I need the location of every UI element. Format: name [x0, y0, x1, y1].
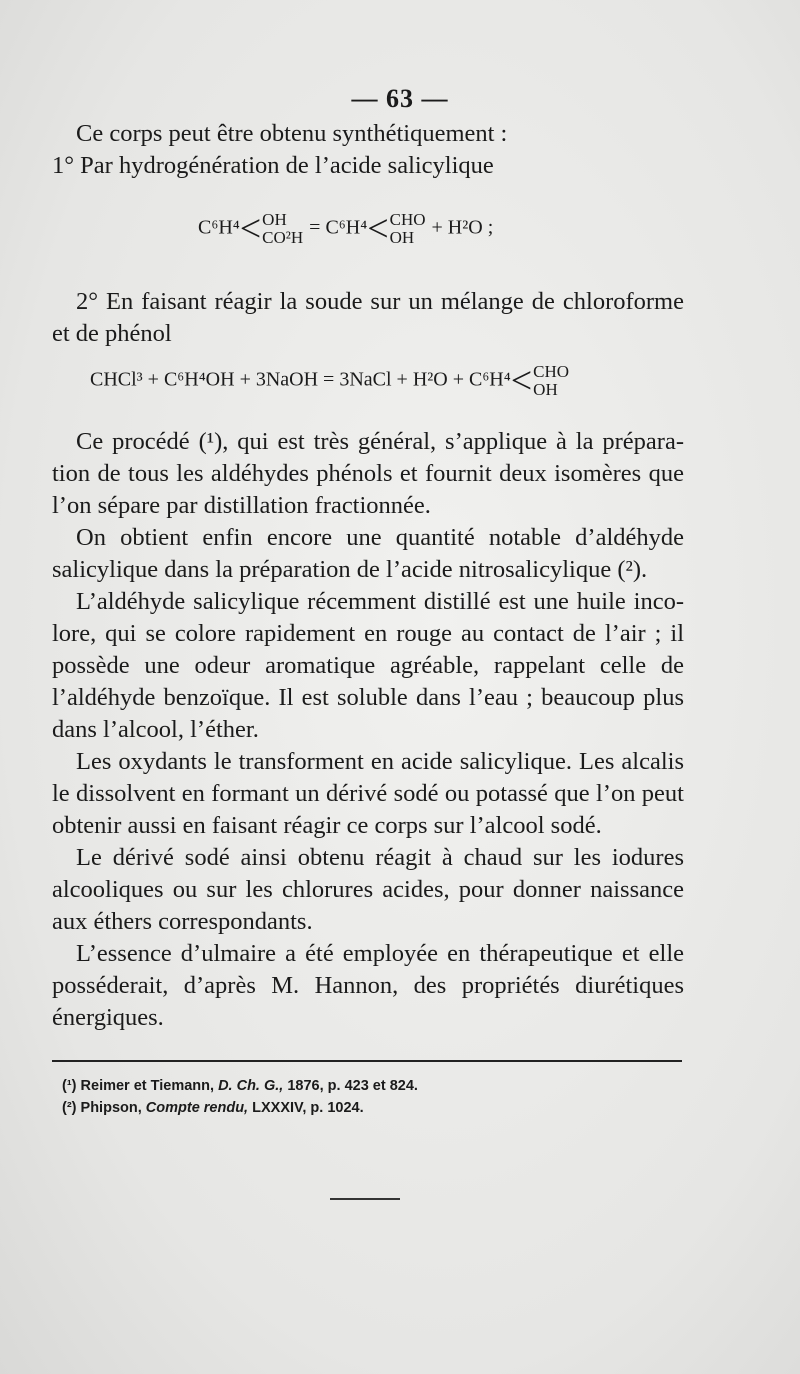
- formula1-bracket-left: <: [239, 208, 262, 250]
- formula1-rhs-stack: [390, 211, 426, 247]
- footnote-2-journal: Compte rendu,: [145, 1100, 249, 1116]
- footnote-2-mark: (²): [62, 1100, 77, 1116]
- paragraph-ulmaire: L’essence d’ulmaire a été employée en thérapeutique et elle posséderait, d’après M. Hannon, des propriétés diurétiques énergiques.: [52, 940, 684, 1031]
- paragraph-method-1: 1° Par hydrogénération de l’acide salicylique: [52, 152, 494, 179]
- formula1-rhs-bottom: OH: [389, 228, 415, 247]
- footnote-1-journal: D. Ch. G.,: [218, 1078, 284, 1094]
- formula-hydrogenation: [198, 210, 493, 248]
- paragraph-properties: L’aldéhyde salicylique récemment distillé est une huile incolore, qui se colore rapidement en rouge au contact de l’air ; il possède une odeur aromatique agréable, rappelant celle de l’aldéhyde benzoïque. Il est soluble dans l’eau ; beaucoup plus dans l’alcool, l’éther.: [52, 588, 684, 743]
- formula1-rhs-top: CHO: [389, 210, 426, 229]
- paragraph-oxydants: Les oxydants le transforment en acide salicylique. Les alcalis le dissolvent en formant un dérivé sodé ou potassé que l’on peut obtenir aussi en faisant réagir ce corps sur l’alcool sodé.: [52, 748, 684, 839]
- footnote-1-ref: 1876, p. 423 et 824.: [283, 1078, 418, 1094]
- footnote-1-mark: (¹): [62, 1078, 77, 1094]
- formula2-top: CHO: [533, 362, 570, 381]
- intro-lines: [52, 118, 684, 182]
- paragraph-derive-sode: Le dérivé sodé ainsi obtenu réagit à chaud sur les iodures alcooliques ou sur les chlorures acides, pour donner naissance aux éthers correspondants.: [52, 844, 684, 935]
- paragraph-nitro: On obtient enfin encore une quantité notable d’aldéhyde salicylique dans la préparation de l’acide nitrosalicylique (²).: [52, 524, 684, 583]
- end-rule: [330, 1198, 400, 1200]
- formula2-stack: [533, 363, 569, 399]
- footnote-1-text: Reimer et Tiemann,: [80, 1078, 219, 1094]
- paragraph-method-2-wrap: [52, 286, 684, 350]
- formula1-lhs-top: OH: [262, 210, 287, 229]
- formula1-bracket-right: <: [367, 208, 389, 250]
- formula2-bottom: OH: [533, 380, 558, 399]
- paragraph-method-2: 2° En faisant réagir la soude sur un mélange de chloroforme et de phénol: [52, 288, 684, 347]
- page-number: — 63 —: [351, 84, 449, 113]
- formula1-lhs-prefix: C⁶H⁴: [198, 216, 240, 239]
- footnote-2: [62, 1100, 364, 1116]
- paragraph-intro: Ce corps peut être obtenu synthétiquement :: [76, 120, 508, 147]
- formula1-lhs-stack: [262, 211, 303, 247]
- footnote-1: [62, 1078, 418, 1094]
- footnote-rule: [52, 1060, 682, 1062]
- footnote-2-ref: LXXXIV, p. 1024.: [248, 1100, 364, 1116]
- formula2-lhs: CHCl³ + C⁶H⁴OH + 3NaOH = 3NaCl + H²O + C⁶H⁴: [90, 368, 511, 391]
- footnote-2-text: Phipson,: [80, 1100, 146, 1116]
- formula-chloroform: [90, 362, 570, 400]
- paragraph-procede: Ce procédé (¹), qui est très général, s’applique à la préparation de tous les aldéhydes phénols et fournit deux isomères que l’on sépare par distillation fractionnée.: [52, 428, 684, 519]
- formula2-bracket: <: [510, 360, 533, 402]
- formula1-lhs-bottom: CO²H: [262, 228, 304, 247]
- formula1-tail: + H²O ;: [431, 216, 494, 239]
- formula1-rhs-prefix: C⁶H⁴: [325, 216, 368, 239]
- formula1-equals: =: [309, 216, 321, 239]
- main-text: [52, 426, 684, 1034]
